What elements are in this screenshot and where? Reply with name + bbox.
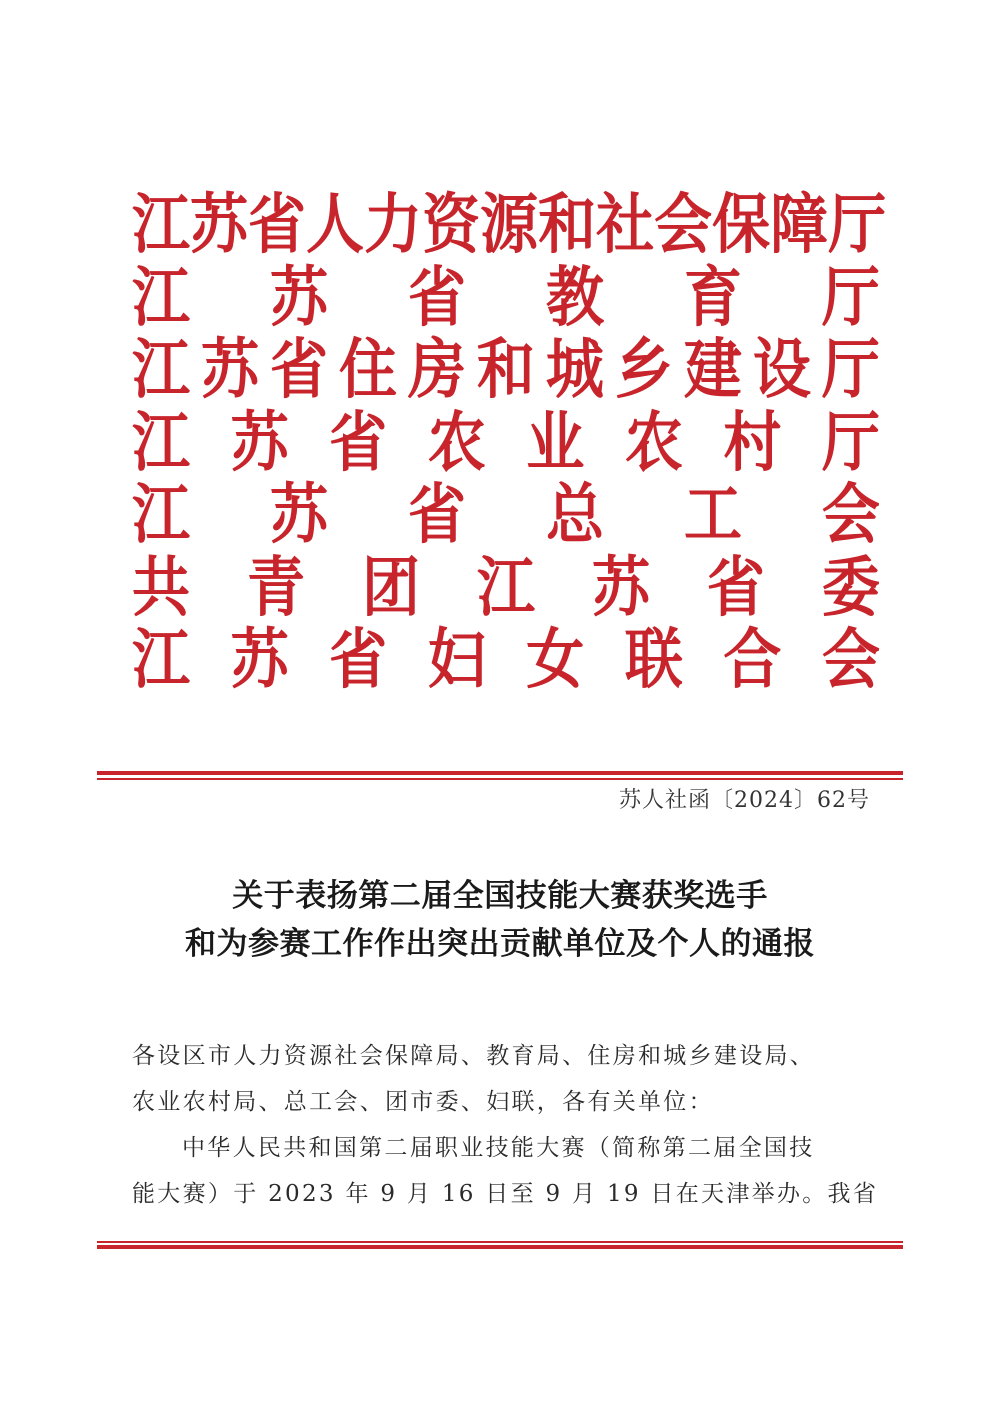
org-char: 苏 [200,331,259,408]
org-char: 苏 [591,548,650,625]
org-char: 江 [132,476,191,553]
org-line [132,548,880,625]
paragraph-1-line-1: 中华人民共和国第二届职业技能大赛（简称第二届全国技 [182,1135,815,1161]
org-char: 委 [821,548,880,625]
org-char: 省 [407,476,466,553]
org-char: 江 [476,548,535,625]
org-char: 联 [624,621,683,698]
red-divider-bottom [97,1245,903,1249]
org-char: 农 [427,403,486,480]
org-char: 省 [329,621,388,698]
org-char: 总 [545,476,604,553]
org-char: 苏 [230,621,289,698]
org-char: 苏 [269,258,328,335]
issuing-organizations-header [132,186,887,698]
org-char: 房 [407,331,466,408]
org-char: 苏 [269,476,328,553]
addressee-line-2: 农业农村局、总工会、团市委、妇联，各有关单位： [132,1089,714,1115]
org-char: 厅 [821,258,880,335]
org-line [132,478,880,551]
org-char: 江 [132,403,191,480]
org-char: 资 [422,186,481,263]
org-char: 苏 [190,186,249,263]
red-divider-bottom-thin [97,1241,903,1243]
org-char: 村 [723,403,782,480]
org-char: 住 [338,331,397,408]
org-char: 工 [683,476,742,553]
org-char: 社 [596,186,655,263]
title-line-2: 和为参赛工作作出突出贡献单位及个人的通报 [185,926,815,962]
org-char: 育 [683,258,742,335]
org-char: 省 [706,548,765,625]
org-char: 厅 [821,403,880,480]
org-char: 江 [132,258,191,335]
document-title [0,872,1000,968]
org-line [132,186,887,263]
addressee-line-1: 各设区市人力资源社会保障局、教育局、住房和城乡建设局、 [132,1043,816,1069]
org-char: 设 [752,331,811,408]
org-char: 苏 [230,403,289,480]
org-char: 农 [624,403,683,480]
org-char: 团 [361,548,420,625]
title-line-1: 关于表扬第二届全国技能大赛获奖选手 [232,878,768,914]
org-char: 力 [364,186,423,263]
org-char: 厅 [828,186,887,263]
org-char: 合 [723,621,782,698]
org-char: 建 [683,331,742,408]
org-char: 江 [132,186,191,263]
org-char: 乡 [614,331,673,408]
org-char: 城 [545,331,604,408]
org-char: 女 [526,621,585,698]
org-char: 省 [407,258,466,335]
org-char: 妇 [427,621,486,698]
red-divider-top [97,771,903,775]
org-char: 会 [821,621,880,698]
paragraph-1-line-2: 能大赛）于 2023 年 9 月 16 日至 9 月 19 日在天津举办。我省 [132,1181,879,1207]
org-line [132,258,880,335]
org-line [132,623,880,696]
document-body [132,1033,882,1217]
org-char: 和 [476,331,535,408]
org-char: 保 [712,186,771,263]
org-char: 省 [329,403,388,480]
org-char: 省 [269,331,328,408]
org-char: 人 [306,186,365,263]
org-char: 源 [480,186,539,263]
org-char: 省 [248,186,307,263]
org-char: 厅 [821,331,880,408]
document-number: 苏人社函〔2024〕62号 [619,788,870,813]
org-line [132,403,880,480]
org-char: 业 [526,403,585,480]
org-char: 教 [545,258,604,335]
org-char: 青 [246,548,305,625]
org-char: 江 [132,331,191,408]
org-char: 江 [132,621,191,698]
org-char: 和 [538,186,597,263]
org-char: 障 [770,186,829,263]
org-char: 共 [132,548,191,625]
org-line [132,333,880,406]
red-divider-top-thin [97,778,903,780]
org-char: 会 [654,186,713,263]
org-char: 会 [821,476,880,553]
